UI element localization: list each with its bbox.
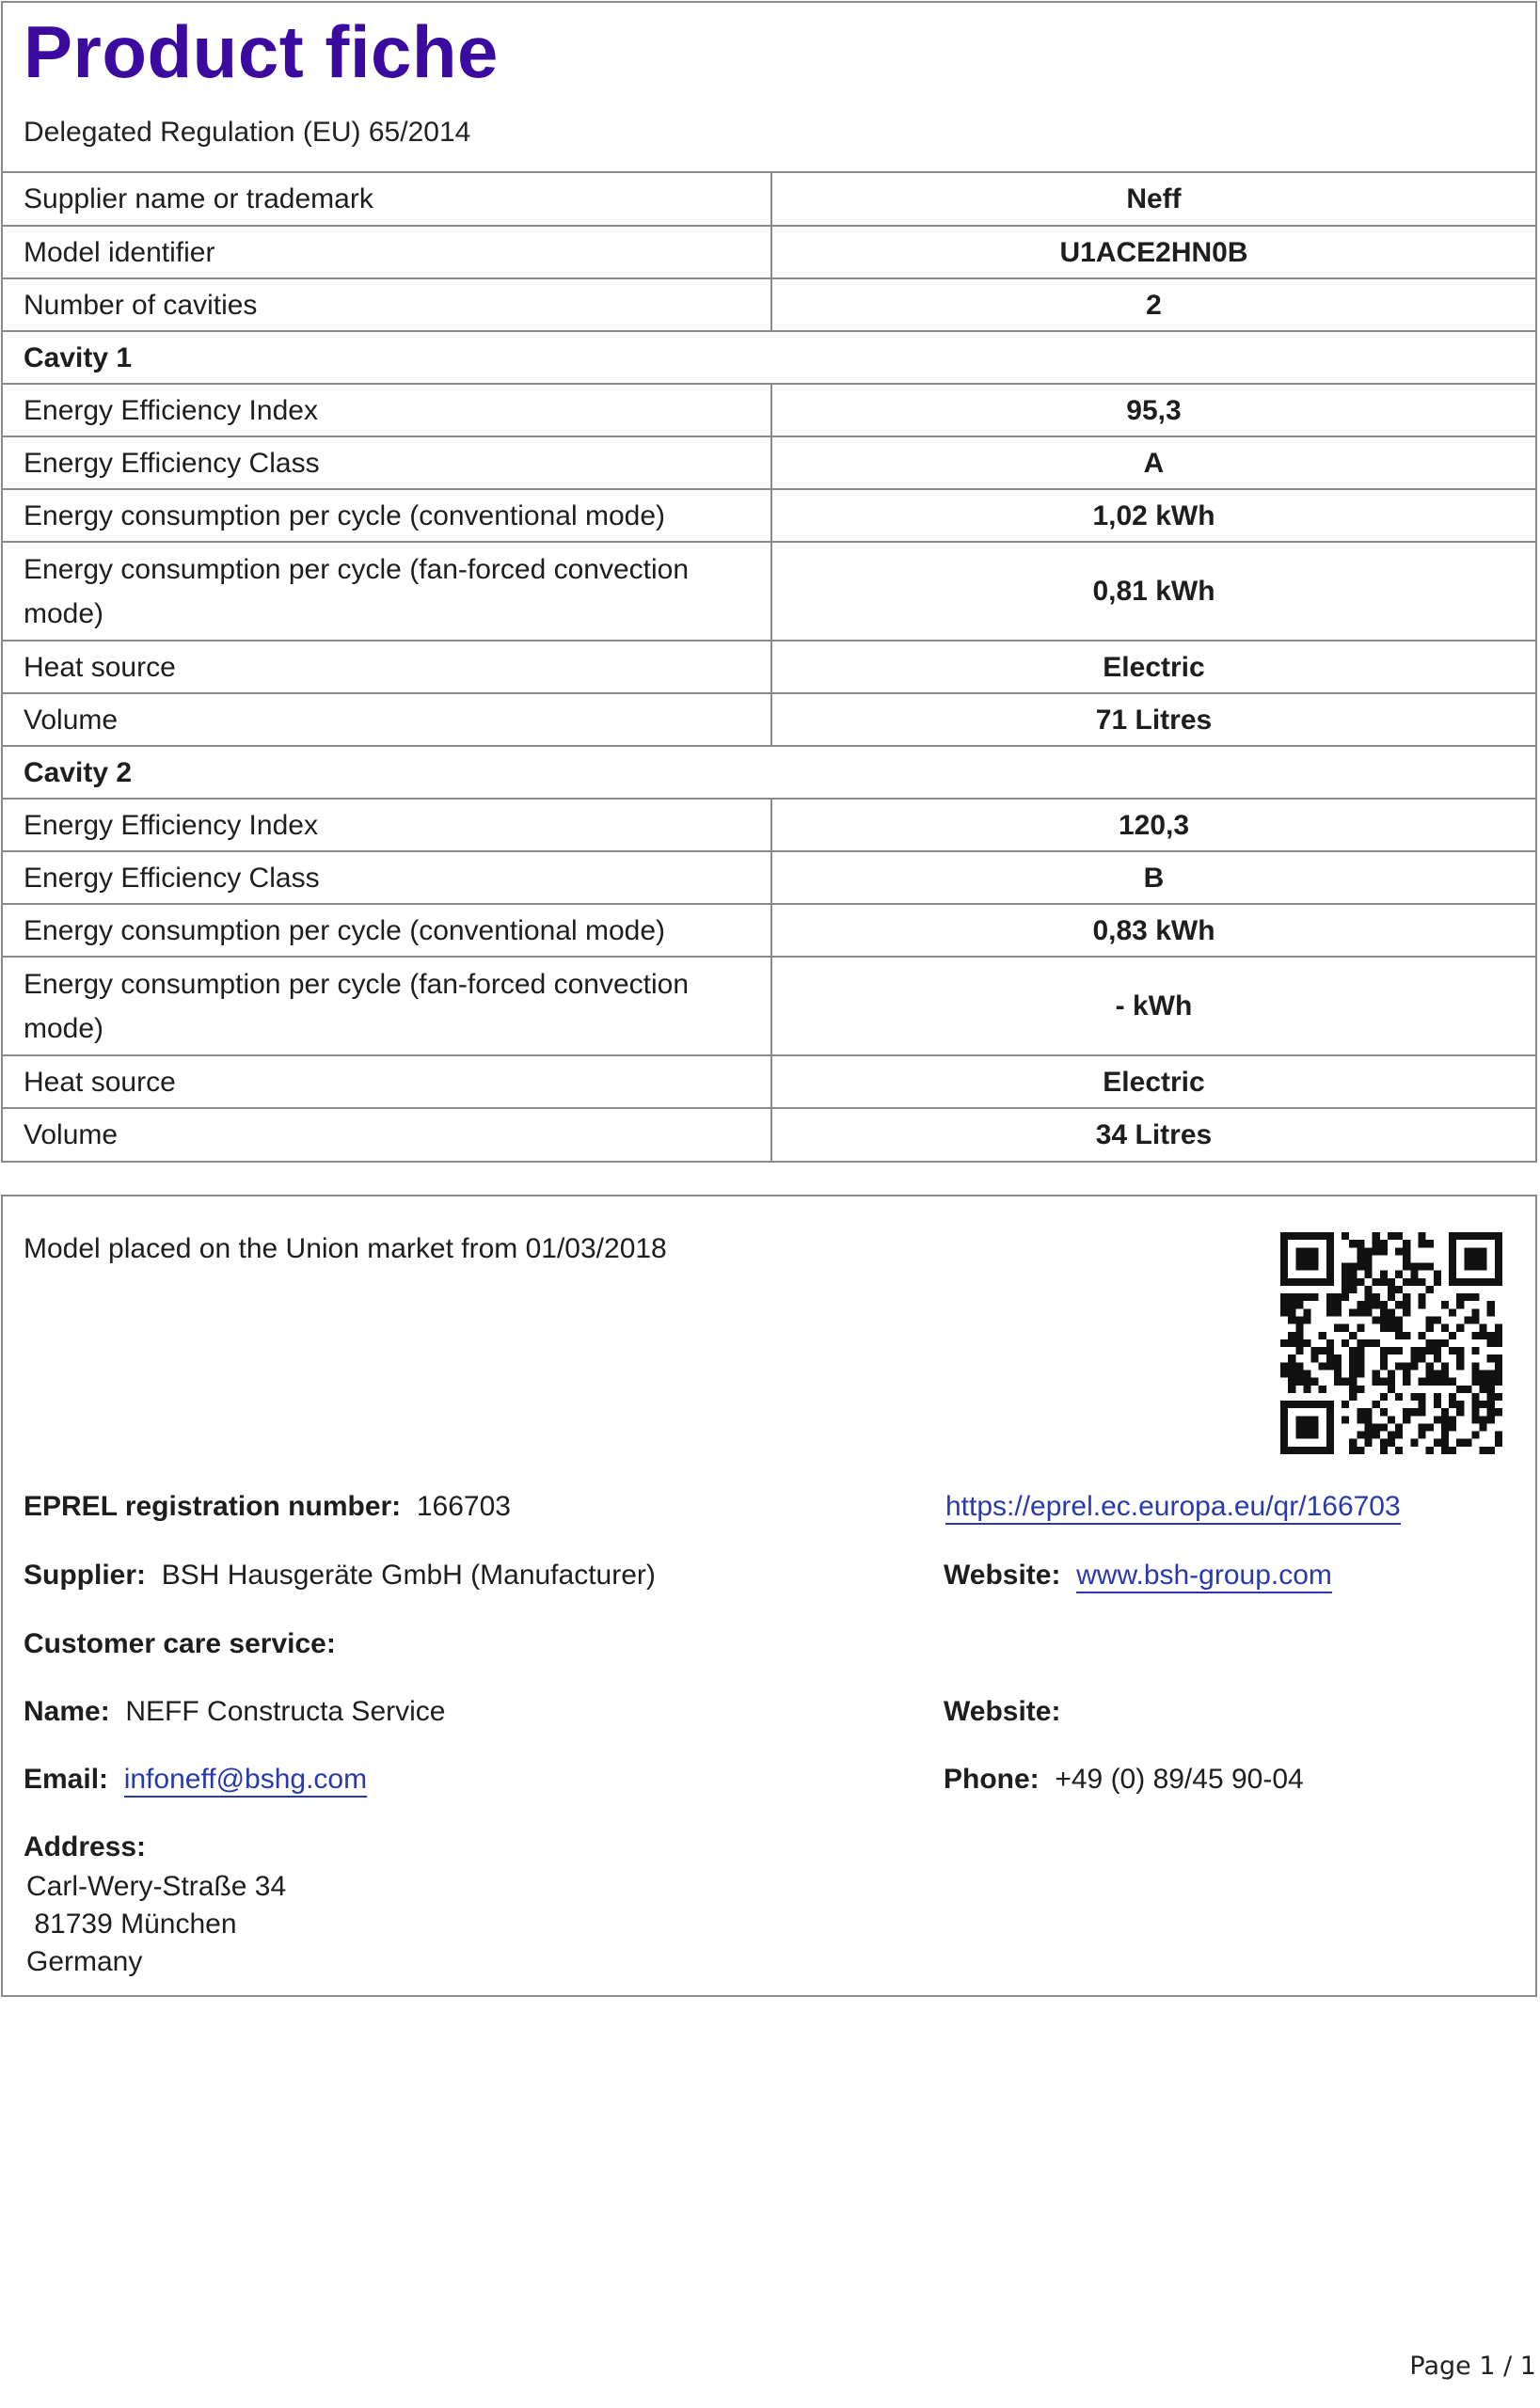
eei-label: Energy Efficiency Index xyxy=(3,384,771,436)
volume-value: 71 Litres xyxy=(771,693,1535,746)
table-row xyxy=(3,957,1535,1055)
conventional-consumption-value: 0,83 kWh xyxy=(771,904,1535,957)
table-row xyxy=(3,278,1535,331)
fan-consumption-value: 0,81 kWh xyxy=(771,542,1535,641)
registration-info-box xyxy=(1,1195,1537,1997)
model-label: Model identifier xyxy=(3,226,771,278)
cc-email-link[interactable]: infoneff@bshg.com xyxy=(124,1764,367,1798)
fan-consumption-value: - kWh xyxy=(771,957,1535,1055)
eprel-row xyxy=(24,1488,511,1526)
cavity-2-heading: Cavity 2 xyxy=(3,746,1535,799)
supplier-value: Neff xyxy=(771,173,1535,226)
page-title: Product fiche xyxy=(24,10,499,93)
eprel-link-row xyxy=(945,1488,1401,1526)
volume-label: Volume xyxy=(3,693,771,746)
cavities-value: 2 xyxy=(771,278,1535,331)
supplier-label: Supplier name or trademark xyxy=(24,183,373,214)
cc-phone-label: Phone: xyxy=(944,1764,1040,1795)
cc-name-label: Name: xyxy=(24,1696,110,1727)
class-value: A xyxy=(771,436,1535,489)
table-row xyxy=(3,1055,1535,1108)
conventional-consumption-value: 1,02 kWh xyxy=(771,489,1535,542)
fan-consumption-label: Energy consumption per cycle (fan-forced convection mode) xyxy=(3,542,771,641)
volume-value: 34 Litres xyxy=(771,1108,1535,1161)
product-fiche-table-box xyxy=(1,1,1537,1163)
spec-table xyxy=(3,173,1535,1161)
table-row xyxy=(3,851,1535,904)
website-row xyxy=(944,1557,1332,1594)
eei-value: 95,3 xyxy=(771,384,1535,436)
table-row xyxy=(3,641,1535,693)
eei-value: 120,3 xyxy=(771,799,1535,851)
cc-email-label: Email: xyxy=(24,1764,109,1795)
eprel-label: EPREL registration number: xyxy=(24,1491,402,1522)
address-line-3: Germany xyxy=(26,1946,143,1977)
table-row xyxy=(3,904,1535,957)
supplier-info-value: BSH Hausgeräte GmbH (Manufacturer) xyxy=(161,1560,656,1591)
eei-label: Energy Efficiency Index xyxy=(3,799,771,851)
model-value: U1ACE2HN0B xyxy=(771,226,1535,278)
market-date-text: Model placed on the Union market from 01/03/2018 xyxy=(24,1233,667,1264)
section-row xyxy=(3,331,1535,384)
qr-code-icon[interactable] xyxy=(1280,1232,1502,1454)
eprel-number: 166703 xyxy=(416,1491,511,1522)
cc-name-value: NEFF Constructa Service xyxy=(125,1696,446,1727)
cc-phone-row xyxy=(944,1761,1304,1798)
cc-phone-value: +49 (0) 89/45 90-04 xyxy=(1055,1764,1304,1795)
fan-consumption-label: Energy consumption per cycle (fan-forced convection mode) xyxy=(3,957,771,1055)
table-row xyxy=(3,489,1535,542)
address-label: Address: xyxy=(24,1831,147,1862)
conventional-consumption-label: Energy consumption per cycle (conventional mode) xyxy=(3,489,771,542)
website-label: Website: xyxy=(944,1560,1061,1591)
cavities-label: Number of cavities xyxy=(3,278,771,331)
supplier-row xyxy=(24,1557,656,1594)
customer-care-heading: Customer care service: xyxy=(24,1628,336,1659)
regulation-subtitle: Delegated Regulation (EU) 65/2014 xyxy=(24,117,471,148)
table-row xyxy=(3,173,1535,226)
eprel-link[interactable]: https://eprel.ec.europa.eu/qr/166703 xyxy=(945,1491,1401,1525)
heat-source-value: Electric xyxy=(771,1055,1535,1108)
table-row xyxy=(3,1108,1535,1161)
cc-website-label: Website: xyxy=(944,1696,1061,1727)
heat-source-label: Heat source xyxy=(3,1055,771,1108)
class-label: Energy Efficiency Class xyxy=(3,436,771,489)
table-row xyxy=(3,542,1535,641)
table-row xyxy=(3,226,1535,278)
class-label: Energy Efficiency Class xyxy=(3,851,771,904)
cc-name-row xyxy=(24,1693,445,1731)
section-row xyxy=(3,746,1535,799)
table-row xyxy=(3,384,1535,436)
cc-email-row xyxy=(24,1761,367,1798)
table-row xyxy=(3,799,1535,851)
website-link[interactable]: www.bsh-group.com xyxy=(1076,1560,1332,1593)
volume-label: Volume xyxy=(3,1108,771,1161)
conventional-consumption-label: Energy consumption per cycle (conventional mode) xyxy=(3,904,771,957)
supplier-info-label: Supplier: xyxy=(24,1560,147,1591)
cavity-1-heading: Cavity 1 xyxy=(3,331,1535,384)
heat-source-label: Heat source xyxy=(3,641,771,693)
fiche-header xyxy=(3,3,1535,173)
heat-source-value: Electric xyxy=(771,641,1535,693)
address-line-2: 81739 München xyxy=(26,1909,237,1940)
page-number: Page 1 / 1 xyxy=(1409,2352,1536,2381)
class-value: B xyxy=(771,851,1535,904)
table-row xyxy=(3,693,1535,746)
address-line-1: Carl-Wery-Straße 34 xyxy=(26,1871,287,1902)
table-row xyxy=(3,436,1535,489)
